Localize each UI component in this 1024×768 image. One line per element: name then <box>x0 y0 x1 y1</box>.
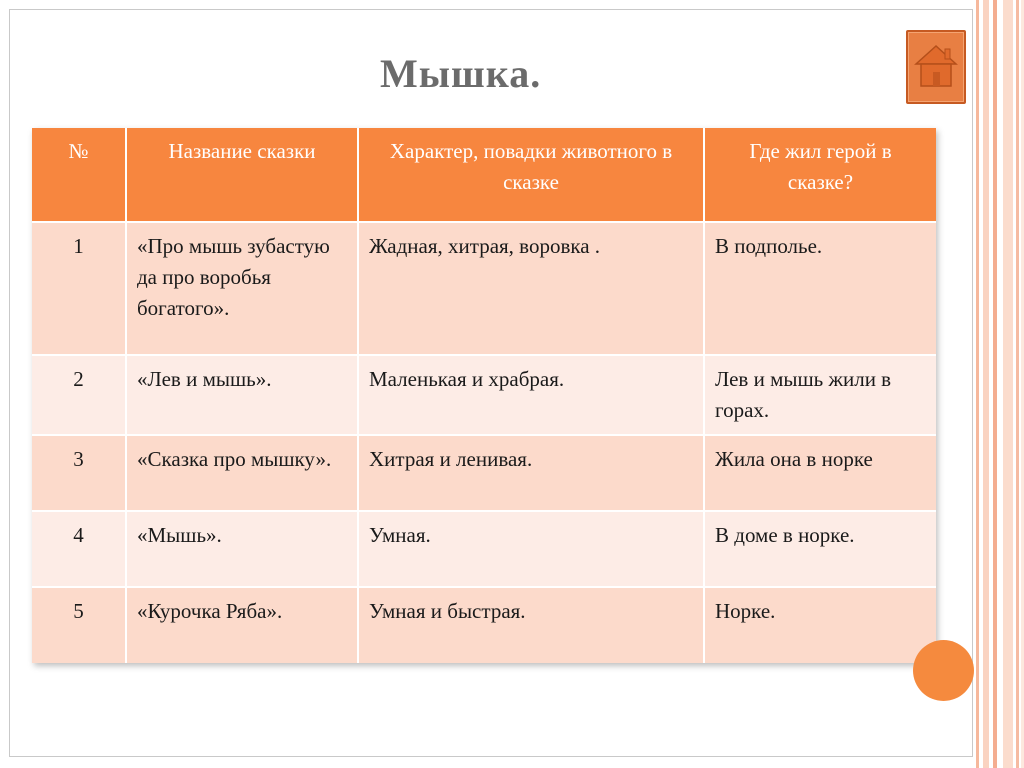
cell-tale-name: «Курочка Ряба». <box>126 587 358 663</box>
cell-tale-name: «Про мышь зубастую да про воробья богатого». <box>126 222 358 355</box>
cell-habitat: В подполье. <box>704 222 936 355</box>
cell-number: 1 <box>32 222 126 355</box>
cell-number: 2 <box>32 355 126 435</box>
decor-stripe <box>1016 0 1019 768</box>
cell-habitat: Жила она в норке <box>704 435 936 511</box>
cell-character: Умная и быстрая. <box>358 587 704 663</box>
header-tale-name: Название сказки <box>126 128 358 222</box>
home-icon <box>914 40 958 96</box>
cell-tale-name: «Лев и мышь». <box>126 355 358 435</box>
header-number: № <box>32 128 126 222</box>
decor-stripe <box>1003 0 1013 768</box>
cell-number: 4 <box>32 511 126 587</box>
cell-habitat: В доме в норке. <box>704 511 936 587</box>
cell-character: Маленькая и храбрая. <box>358 355 704 435</box>
table-row <box>32 435 936 511</box>
cell-tale-name: «Мышь». <box>126 511 358 587</box>
cell-habitat: Лев и мышь жили в горах. <box>704 355 936 435</box>
cell-tale-name: «Сказка про мышку». <box>126 435 358 511</box>
table-row <box>32 511 936 587</box>
table-row <box>32 587 936 663</box>
cell-habitat: Норке. <box>704 587 936 663</box>
fairy-tales-table <box>32 128 936 663</box>
table-row <box>32 222 936 355</box>
cell-character: Хитрая и ленивая. <box>358 435 704 511</box>
decor-circle <box>913 640 974 701</box>
header-character: Характер, повадки животного в сказке <box>358 128 704 222</box>
home-button[interactable] <box>906 30 966 104</box>
cell-character: Умная. <box>358 511 704 587</box>
cell-character: Жадная, хитрая, воровка . <box>358 222 704 355</box>
slide-title: Мышка. <box>380 51 542 96</box>
table-header-row <box>32 128 936 222</box>
cell-number: 3 <box>32 435 126 511</box>
cell-number: 5 <box>32 587 126 663</box>
decor-stripe <box>993 0 997 768</box>
decor-stripe <box>983 0 989 768</box>
decor-stripe <box>976 0 979 768</box>
header-habitat: Где жил герой в сказке? <box>704 128 936 222</box>
table-row <box>32 355 936 435</box>
